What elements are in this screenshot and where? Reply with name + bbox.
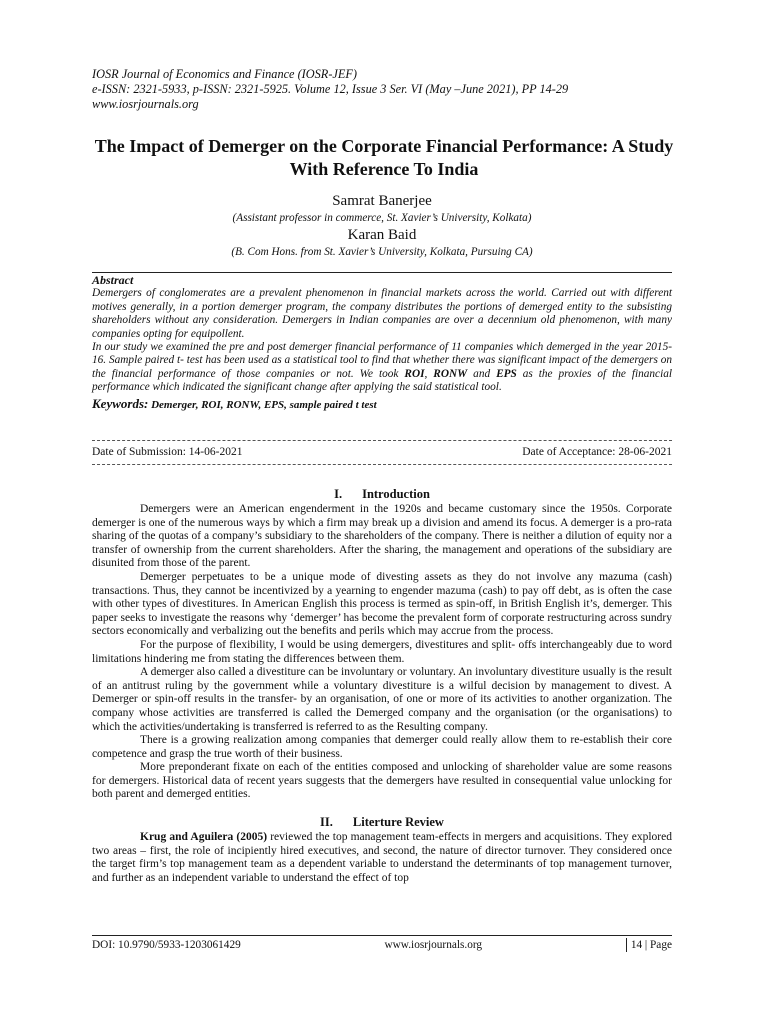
keywords-list: Demerger, ROI, RONW, EPS, sample paired t test: [148, 398, 377, 411]
journal-url: www.iosrjournals.org: [92, 97, 199, 111]
paragraph: Demerger perpetuates to be a unique mode of divesting assets as they do not involve any mazuma (cash) transactions. Thus, they cannot be incentivized by a yearning to engender mazuma (cash) to pay off debt, as is often the case with other types of divestitures. In American English this process is termed as spin-off, in British English it’s, demerger. This paper seeks to investigate the reasons why ‘demerger’ has become the prevalent form of corporate restructuring across sundry sectors economically and verbalizing out the benefits and perils which may accrue from the process.: [92, 570, 672, 638]
author-name: Samrat Banerjee: [332, 193, 432, 209]
submission-date: Date of Submission: 14-06-2021: [92, 446, 243, 458]
section-title: Introduction: [362, 487, 430, 501]
footer-rule: [92, 935, 672, 936]
acceptance-date: Date of Acceptance: 28-06-2021: [522, 446, 672, 458]
dashed-divider: [92, 440, 672, 441]
section-number: II.: [320, 815, 333, 830]
dashed-divider: [92, 464, 672, 465]
paper-title: The Impact of Demerger on the Corporate Financial Performance: A Study With Reference To India: [94, 136, 674, 179]
paragraph: For the purpose of flexibility, I would be using demergers, divestitures and split- offs interchangeably due to word limitations hindering me from stating the differences between them.: [92, 638, 672, 665]
doi: DOI: 10.9790/5933-1203061429: [92, 939, 241, 951]
keywords-label: Keywords:: [92, 395, 149, 411]
paragraph: There is a growing realization among companies that demerger could really allow them to re-establish their core competence and grasp the true worth of their business.: [92, 734, 672, 760]
section-heading: [92, 815, 672, 830]
section-number: I.: [334, 487, 343, 501]
abstract-paragraph: In our study we examined the pre and post demerger financial performance of 11 companies which demerged in the year 2015-16. Sample paired t- test has been used as a statistical tool to find that whether there was significant impact of the demergers on the financial performance of those companies or not. We took ROI, RONW and EPS as the proxies of the financial performance which indicated the significant change after applying the said statistical tool.: [92, 341, 672, 394]
author-name: Karan Baid: [347, 227, 417, 243]
author-affiliation: (B. Com Hons. from St. Xavier’s University, Kolkata, Pursuing CA): [231, 246, 533, 258]
abstract-heading: Abstract: [92, 273, 134, 287]
footer-url: www.iosrjournals.org: [384, 939, 483, 951]
section-introduction: [92, 487, 672, 885]
paragraph: More preponderant fixate on each of the entities composed and unlocking of shareholder value are some reasons for demergers. Historical data of recent years suggests that the demergers have resulted in consequential value unlocking for both parent and demerged entities.: [92, 761, 672, 801]
paragraph: Krug and Aguilera (2005) reviewed the top management team-effects in mergers and acquisitions. They explored two areas – first, the role of incipiently hired executives, and second, the nature of director turnover. They considered once the target firm’s top management team as a dependent variable to understand the determinants of top management turnover, and further as an independent variable to understand the effect of top: [92, 831, 672, 884]
page-number: 14 | Page: [626, 938, 672, 952]
author-affiliation: (Assistant professor in commerce, St. Xavier’s University, Kolkata): [232, 212, 532, 224]
citation: Krug and Aguilera (2005): [140, 831, 268, 844]
paragraph: A demerger also called a divestiture can be involuntary or voluntary. An involuntary divestiture usually is the result of an antitrust ruling by the government while a voluntary divestiture is a wilful decision by management to divest. A Demerger or spin-off results in the transfer- by an organisation, of one or more of its activities to another organization. The company whose activities are transferred is called the Demerged company and the organisation (or the organisations) to which the activities/undertaking is transferred is referred to as the Resulting company.: [92, 666, 672, 733]
section-body: [92, 503, 672, 802]
abstract-top-rule: [92, 272, 672, 273]
page-footer: [92, 938, 672, 952]
section-body: [92, 831, 672, 885]
section-heading: [92, 487, 672, 502]
dates-row: [92, 445, 672, 459]
journal-issn: e-ISSN: 2321-5933, p-ISSN: 2321-5925. Volume 12, Issue 3 Ser. VI (May –June 2021), PP 14-29: [92, 82, 569, 96]
abstract-paragraph: Demergers of conglomerates are a prevalent phenomenon in financial markets across the world. Carried out with different motives generally, in a portion demerger program, the company distributes the portions of demerged entity to the subsisting shareholders without any consideration. Demergers in Indian companies are over a decennium old phenomenon, with many companies opting for equipollent.: [92, 287, 672, 340]
journal-name: IOSR Journal of Economics and Finance (IOSR-JEF): [92, 67, 357, 81]
authors-block: [92, 192, 672, 260]
paragraph: Demergers were an American engenderment in the 1920s and became customary since the 1950s. Corporate demerger is one of the numerous ways by which a firm may break up a division and amend its focus. A demerger is a pro-rata sharing of the quotas of a company’s subsidiary to the shareholders of the company. There is neither a dilution of equity nor a transfer of ownership from the current shareholders. After the sharing, the management and operations of the subsidiary are disunited from those of the parent.: [92, 503, 672, 570]
keywords: [92, 397, 672, 412]
abstract: [92, 274, 672, 412]
section-title: Literture Review: [352, 815, 444, 830]
journal-header: [92, 67, 672, 112]
